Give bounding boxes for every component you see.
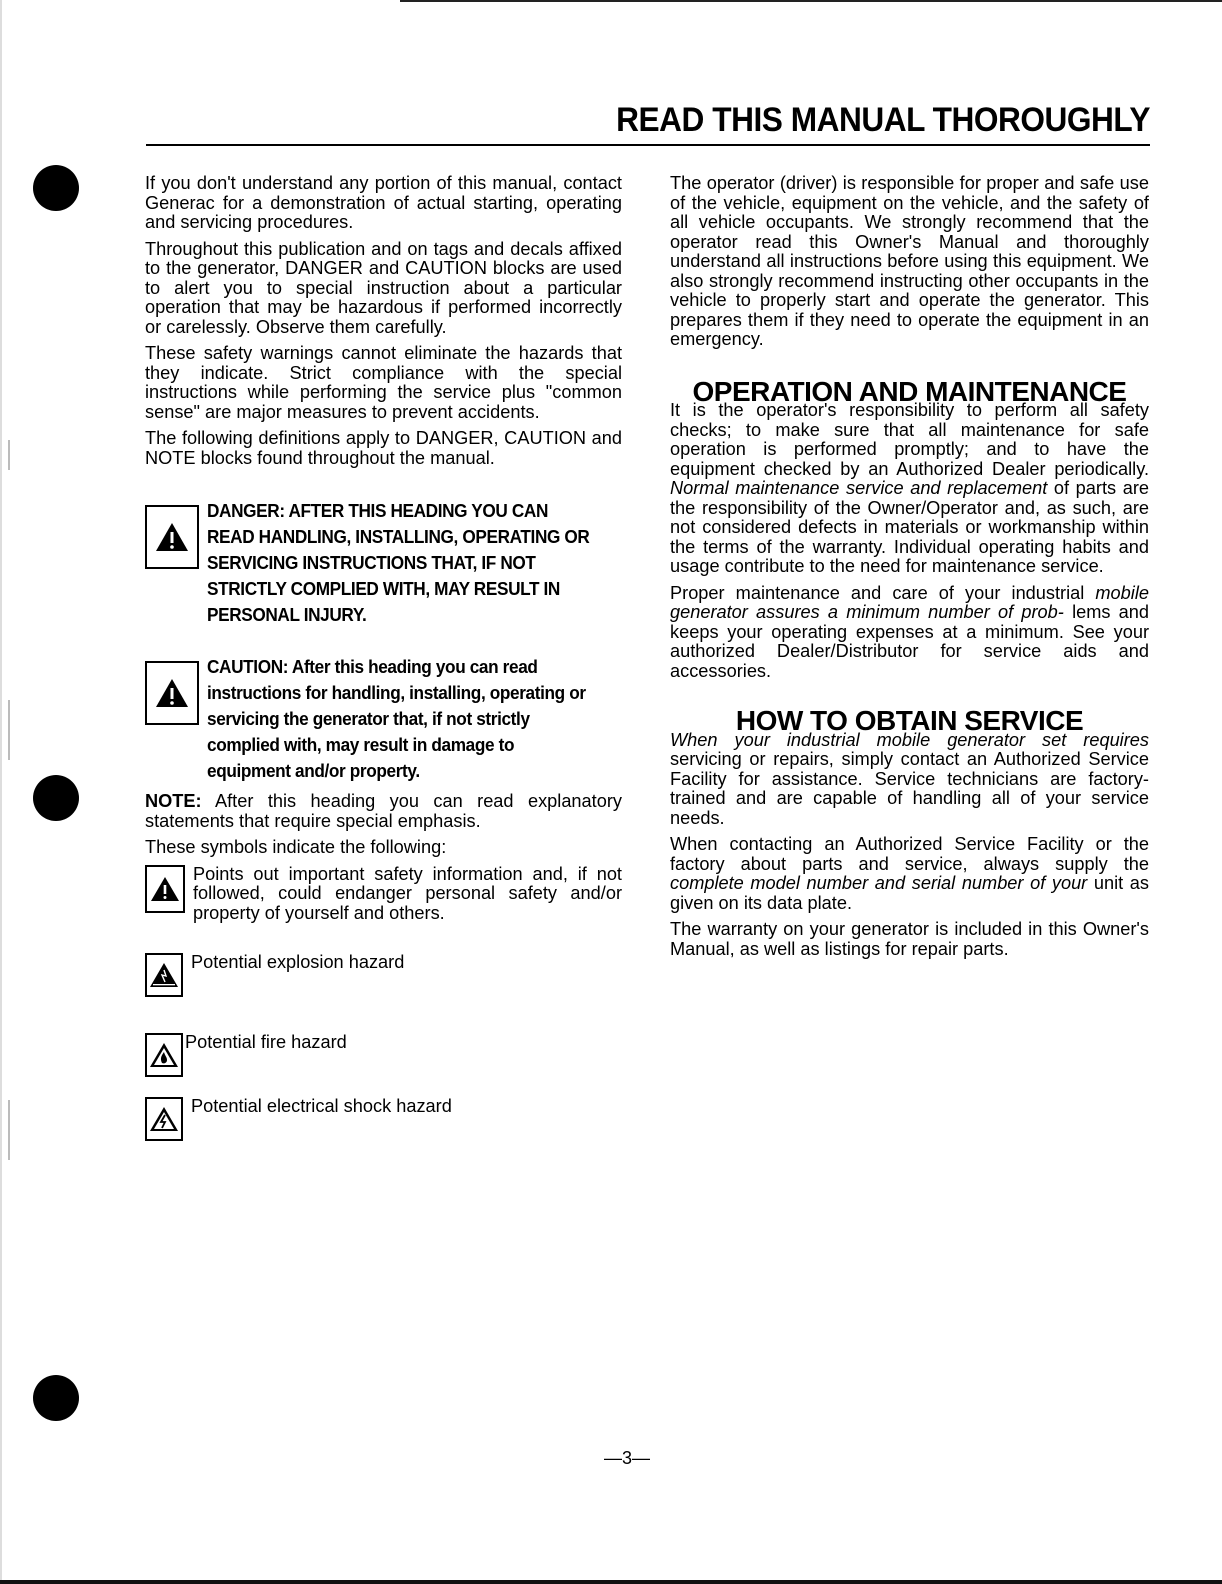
paragraph: These safety warnings cannot eliminate the hazards that they indicate. Strict compliance with the special instructions while performing the service plus "common sense" are major measures to prevent accidents. bbox=[145, 343, 622, 422]
symbol-description: Potential electrical shock hazard bbox=[191, 1096, 452, 1116]
paragraph: If you don't understand any portion of this manual, contact Generac for a demonstration of actual starting, operating and servicing procedures. bbox=[145, 173, 622, 232]
title-rule bbox=[146, 144, 1150, 146]
scan-left-edge bbox=[0, 0, 2, 1584]
section-heading-operation-maintenance: OPERATION AND MAINTENANCE bbox=[692, 375, 1127, 407]
symbol-row bbox=[145, 1097, 622, 1141]
section-heading-obtain-service: HOW TO OBTAIN SERVICE bbox=[735, 705, 1084, 736]
scan-mark bbox=[8, 440, 10, 470]
page-number: —3— bbox=[604, 1448, 651, 1468]
operator-intro: The operator (driver) is responsible for proper and safe use of the vehicle, equipment on the vehicle, and the safety of all vehicle occupants. We strongly recommend that the operator read this Owner's Manual and thoroughly understand all instructions before using this equipment. We also strongly recommend instructing other occupants in the vehicle to properly start and operate the generator. This prepares them if they need to operate the equipment in an emergency. bbox=[670, 173, 1149, 349]
scan-mark bbox=[8, 700, 10, 760]
caution-block bbox=[145, 654, 622, 784]
symbol-row bbox=[145, 953, 622, 997]
symbol-description: Potential fire hazard bbox=[185, 1032, 347, 1052]
note-label: NOTE: bbox=[145, 791, 202, 811]
paragraph: The warranty on your generator is included in this Owner's Manual, as well as listings for repair parts. bbox=[670, 919, 1149, 959]
text-run: lems and keeps your operating expenses at a minimum. See your authorized Dealer/Distributor for service aids and accessories. bbox=[670, 602, 1149, 681]
right-column bbox=[670, 174, 1149, 966]
italic-text-run: complete model number and serial number of your bbox=[670, 873, 1088, 893]
text-run: It is the operator's responsibility to perform all safety checks; to make sure that all maintenance for safe operation is performed promptly; and to have the equipment checked by an Authorized Dealer periodically. bbox=[670, 400, 1149, 479]
fire-hazard-icon bbox=[145, 1033, 183, 1077]
note-text: After this heading you can read explanatory statements that require special emphasis. bbox=[145, 791, 622, 831]
symbol-description: Potential explosion hazard bbox=[191, 952, 405, 972]
text-run: Proper maintenance and care of your industrial bbox=[670, 582, 1085, 603]
left-column bbox=[145, 174, 622, 1141]
symbols-intro: These symbols indicate the following: bbox=[145, 837, 447, 857]
symbol-row bbox=[145, 865, 622, 924]
paragraph bbox=[670, 731, 1149, 829]
text-run: When contacting an Authorized Service Facility or the factory about parts and service, always supply the bbox=[670, 834, 1149, 874]
text-run: servicing or repairs, simply contact an Authorized Service Facility for assistance. Service technicians are factory-trained and are capable of handling all of your service needs. bbox=[670, 749, 1149, 828]
caution-warning-triangle-icon bbox=[145, 661, 199, 725]
paragraph bbox=[670, 401, 1149, 577]
paragraph: The following definitions apply to DANGER, CAUTION and NOTE blocks found throughout the manual. bbox=[145, 428, 622, 468]
caution-text: CAUTION: After this heading you can read instructions for handling, installing, operating or servicing the generator that, if not strictly complied with, may result in damage to equipment and/or property. bbox=[207, 656, 586, 781]
binder-hole-top bbox=[33, 165, 79, 211]
binder-hole-bottom bbox=[33, 1375, 79, 1421]
paragraph: Throughout this publication and on tags and decals affixed to the generator, DANGER and CAUTION blocks are used to alert you to special instruction about a particular operation that may be hazardous if performed incorrectly or carelessly. Observe them carefully. bbox=[145, 238, 622, 337]
text-run: unit as given on its data plate. bbox=[670, 873, 1149, 913]
danger-warning-triangle-icon bbox=[145, 505, 199, 569]
page-title: READ THIS MANUAL THOROUGHLY bbox=[616, 101, 1150, 139]
warning-triangle-icon bbox=[145, 865, 185, 913]
danger-text: DANGER: AFTER THIS HEADING YOU CAN READ HANDLING, INSTALLING, OPERATING OR SERVICING INSTRUCTIONS THAT, IF NOT STRICTLY COMPLIED WITH, MAY RESULT IN PERSONAL INJURY. bbox=[207, 500, 590, 625]
scan-bottom-border bbox=[0, 1580, 1222, 1584]
paragraph bbox=[670, 584, 1149, 682]
italic-text-run: mobile generator assures a minimum number of prob- bbox=[670, 582, 1149, 622]
scan-mark bbox=[8, 1100, 10, 1160]
danger-block bbox=[145, 498, 622, 628]
electrical-shock-hazard-icon bbox=[145, 1097, 183, 1141]
scan-top-border bbox=[400, 0, 1222, 2]
italic-text-run: Normal maintenance service and replacement bbox=[670, 478, 1048, 498]
italic-text-run: When your industrial mobile generator set requires bbox=[670, 729, 1149, 750]
symbol-row bbox=[145, 1033, 622, 1077]
text-run: of parts are the responsibility of the Owner/Operator and, as such, are not considered defects in materials or workmanship within the terms of the warranty. Individual operating habits and usage contribute to the need for maintenance service. bbox=[670, 478, 1149, 576]
symbol-description: Points out important safety information and, if not followed, could endanger personal safety and/or property of yourself and others. bbox=[193, 863, 622, 923]
binder-hole-middle bbox=[33, 775, 79, 821]
explosion-hazard-icon bbox=[145, 953, 183, 997]
note-paragraph bbox=[145, 792, 622, 831]
paragraph bbox=[670, 835, 1149, 913]
